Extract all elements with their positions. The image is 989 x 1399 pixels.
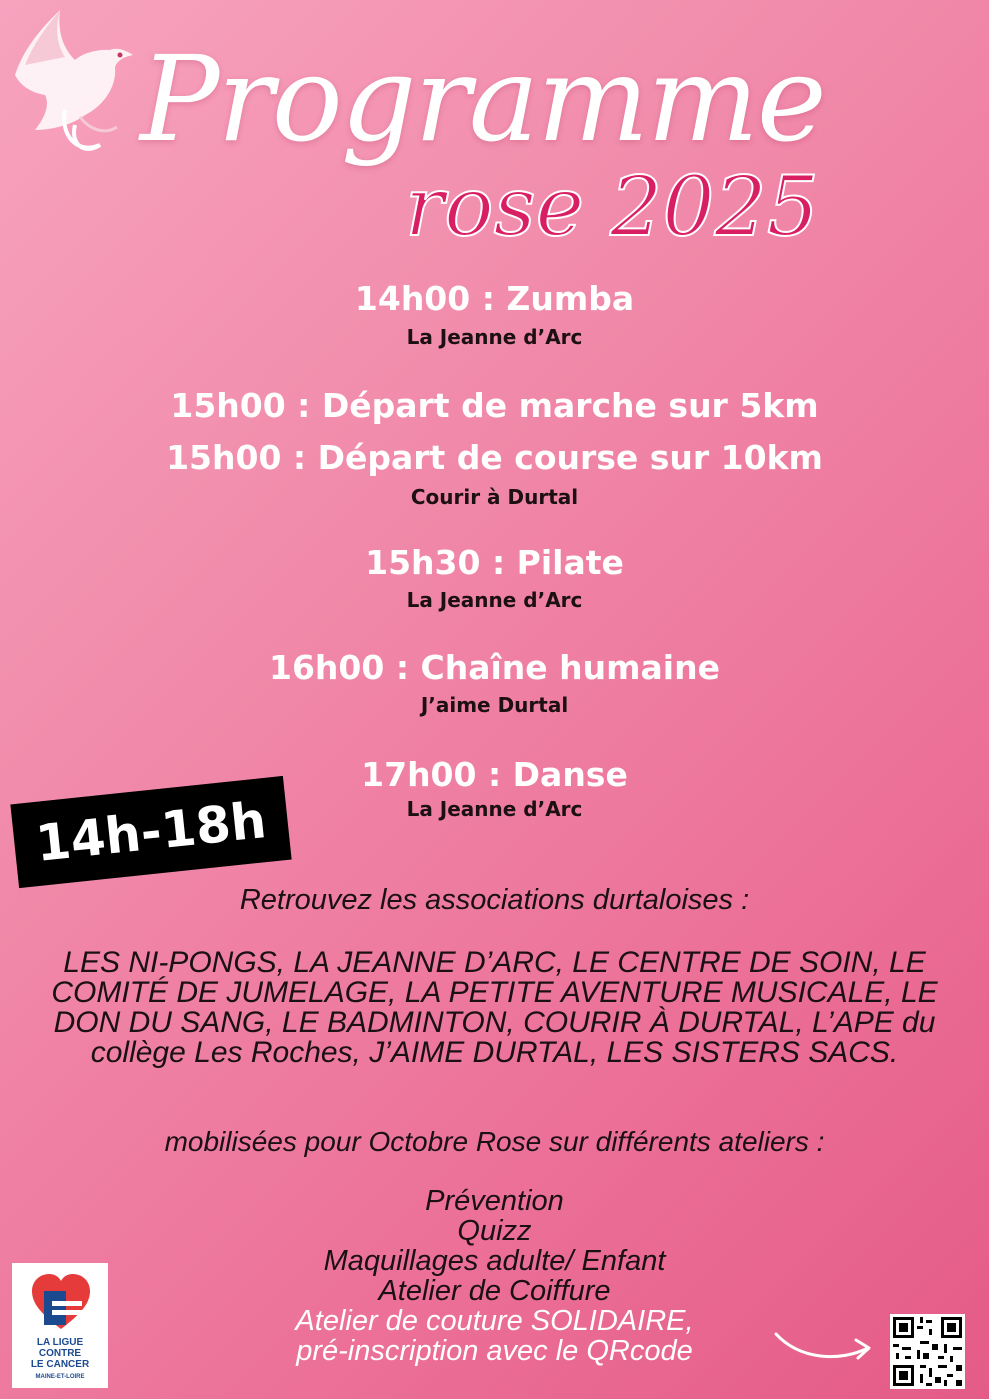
workshop-item: Maquillages adulte/ Enfant	[323, 1245, 666, 1277]
dove-icon	[5, 5, 145, 170]
event-time: 14h00 : Zumba	[354, 279, 635, 318]
event-time: 16h00 : Chaîne humaine	[269, 648, 720, 687]
logo-line: LE CANCER	[30, 1359, 90, 1370]
event-place: La Jeanne d’Arc	[406, 797, 583, 821]
logo-line: CONTRE	[38, 1348, 82, 1359]
associations-list: LES NI-PONGS, LA JEANNE D’ARC, LE CENTRE DE SOIN, LE COMITÉ DE JUMELAGE, LA PETITE AVENTURE MUSICALE, LE DON DU SANG, LE BADMINTON, COURIR À DURTAL, L’APE du collège Les Roches, J’AIME DURTAL, LES SISTERS SACS.	[51, 946, 938, 1069]
page-title: Programme	[140, 30, 825, 168]
event-place: La Jeanne d’Arc	[406, 588, 583, 612]
event-place: Courir à Durtal	[410, 485, 579, 509]
ligue-logo	[12, 1263, 108, 1388]
curved-arrow-icon	[770, 1318, 880, 1368]
workshops-intro: mobilisées pour Octobre Rose sur différents ateliers :	[164, 1126, 825, 1157]
event-time: 17h00 : Danse	[361, 755, 628, 794]
workshop-highlight: pré-inscription avec le QRcode	[296, 1335, 693, 1367]
hours-badge-label: 14h-18h	[33, 791, 269, 873]
workshop-item: Quizz	[457, 1215, 532, 1247]
event-time: 15h30 : Pilate	[365, 543, 624, 582]
workshop-highlight: Atelier de couture SOLIDAIRE,	[295, 1305, 694, 1337]
event-place: La Jeanne d’Arc	[406, 325, 583, 349]
workshop-item: Prévention	[425, 1185, 564, 1217]
qr-code-icon[interactable]	[890, 1314, 965, 1389]
event-place: J’aime Durtal	[420, 693, 569, 717]
logo-line: MAINE-ET-LOIRE	[35, 1374, 85, 1380]
page-subtitle: rose 2025	[405, 160, 819, 255]
associations-intro: Retrouvez les associations durtaloises :	[239, 884, 750, 916]
logo-line: LA LIGUE	[36, 1337, 84, 1348]
event-time: 15h00 : Départ de marche sur 5km	[170, 386, 819, 425]
workshop-item: Atelier de Coiffure	[378, 1275, 611, 1307]
event-time: 15h00 : Départ de course sur 10km	[166, 438, 823, 477]
ligue-logo-icon	[30, 1271, 92, 1333]
